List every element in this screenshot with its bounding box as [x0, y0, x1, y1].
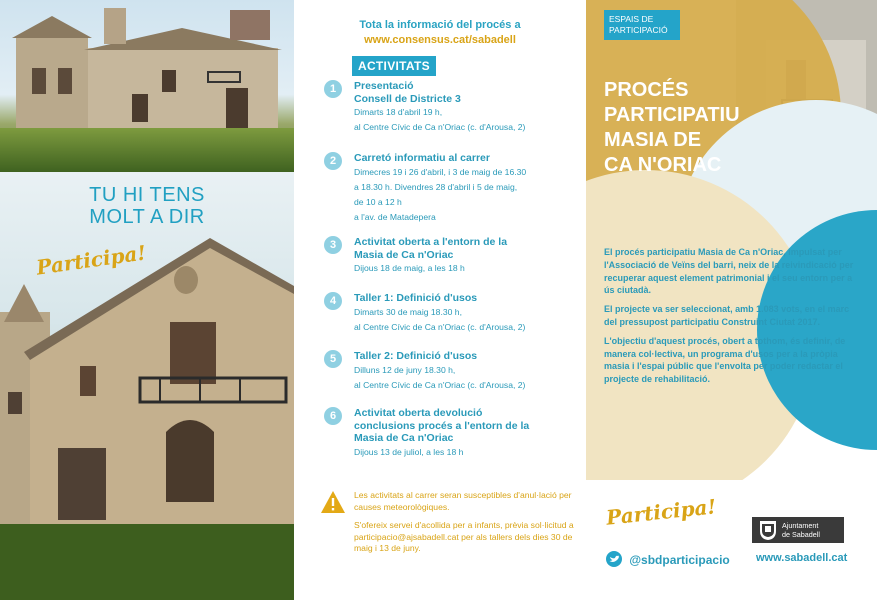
step-detail-line: Dimecres 19 i 26 d'abril, i 3 de maig de 16.30	[354, 166, 527, 177]
step-detail-line: al Centre Cívic de Ca n'Oriac (c. d'Arousa, 2)	[354, 321, 526, 332]
description-paragraph: El projecte va ser seleccionat, amb 1.083 vots, en el marc del pressupost participatiu Construint Ciutat 2017.	[604, 304, 850, 327]
espais-participacio-badge: ESPAIS DE PARTICIPACIÓ	[604, 10, 680, 40]
step-detail-line: Dimarts 30 de maig 18.30 h,	[354, 306, 462, 317]
tagline-line-2: MOLT A DIR	[89, 206, 205, 228]
step-number: 6	[324, 407, 342, 425]
ajuntament-name-line: Ajuntament	[782, 521, 819, 530]
masia-photo-bottom	[0, 172, 294, 600]
step-title-line: Carretó informatiu al carrer	[354, 152, 490, 164]
description-paragraph: El procés participatiu Masia de Ca n'Oriac, impulsat per l'Associació de Veïns del barri, neix de la reivindicació per recuperar aquest element patrimonial i el seu entorn per a ús ciutadà.	[604, 247, 854, 296]
step-detail-line: Dilluns 12 de juny 18.30 h,	[354, 364, 456, 375]
info-title: Tota la informació del procés a	[359, 19, 521, 31]
step-number: 5	[324, 350, 342, 368]
step-detail-line: al Centre Cívic de Ca n'Oriac (c. d'Arousa, 2)	[354, 122, 526, 132]
tagline	[0, 184, 294, 228]
process-description	[604, 246, 854, 392]
left-panel	[0, 0, 294, 600]
right-panel	[586, 0, 877, 600]
ajuntament-name-line: de Sabadell	[782, 530, 820, 539]
description-paragraph: L'objectiu d'aquest procés, obert a tothom, és definir, de manera col·lectiva, un programa d'usos per a la pròpia masia i l'espai públic que l'envolta per poder redactar el projecte de rehabilitació.	[604, 335, 846, 385]
process-title-line: PARTICIPATIU	[604, 104, 740, 126]
step-number: 1	[324, 80, 342, 98]
participa-slogan-right: Participa!	[605, 494, 718, 530]
masia-building-illustration	[12, 8, 284, 128]
twitter-bird-icon	[606, 551, 622, 567]
step-title-line: Consell de Districte 3	[354, 92, 461, 105]
step-detail-line: Dijous 13 de juliol, a les 18 h	[354, 446, 464, 457]
warning-text-weather: Les activitats al carrer seran susceptibles d'anul·lació per causes meteorològiques.	[354, 490, 572, 512]
step-title-line: Taller 1: Definició d'usos	[354, 292, 478, 304]
step-title-line: Masia de Ca n'Oriac	[354, 248, 454, 261]
website-link[interactable]: www.sabadell.cat	[756, 552, 848, 564]
step-title-line: Taller 2: Definició d'usos	[354, 350, 478, 362]
info-header	[294, 18, 586, 48]
twitter-handle-link[interactable]	[606, 551, 730, 568]
step-detail-line: a 18.30 h. Divendres 28 d'abril i 5 de maig,	[354, 181, 518, 192]
middle-panel	[294, 0, 586, 600]
step-detail-line: Dimarts 18 d'abril 19 h,	[354, 107, 443, 117]
coat-of-arms-icon	[758, 519, 778, 541]
step-title-line: Activitat oberta a l'entorn de la	[354, 236, 508, 248]
step-title-line: conclusions procés a l'entorn de la	[354, 419, 530, 432]
step-title-line: Activitat oberta devolució	[354, 407, 483, 419]
grass-area	[0, 128, 294, 172]
step-number: 4	[324, 292, 342, 310]
warning-text-childcare: S'ofereix servei d'acollida per a infants, prèvia sol·licitud a participacio@ajsabadell.cat per als tallers dels dies 30 de maig i 13 de juny.	[354, 520, 574, 553]
process-title-line: CA N'ORIAC	[604, 154, 722, 176]
masia-photo-top	[0, 0, 294, 172]
ajuntament-logo	[752, 517, 844, 543]
process-title	[604, 78, 804, 178]
step-detail-line: al Centre Cívic de Ca n'Oriac (c. d'Arousa, 2)	[354, 379, 526, 390]
step-number: 3	[324, 236, 342, 254]
process-title-line: MASIA DE	[604, 129, 702, 151]
step-title-line: Masia de Ca n'Oriac	[354, 432, 454, 444]
process-title-line: PROCÉS	[604, 79, 689, 101]
step-detail-line: a l'av. de Matadepera	[354, 211, 436, 222]
step-number: 2	[324, 152, 342, 170]
activities-badge: ACTIVITATS	[352, 56, 436, 76]
step-title-line: Presentació	[354, 80, 414, 92]
participa-slogan: Participa!	[34, 240, 148, 280]
tagline-line-1: TU HI TENS	[89, 184, 205, 206]
step-detail-line: Dijous 18 de maig, a les 18 h	[354, 263, 465, 273]
warning-icon	[320, 490, 346, 514]
twitter-handle: @sbdparticipacio	[629, 553, 730, 567]
step-detail-line: de 10 a 12 h	[354, 196, 402, 207]
info-url-link[interactable]: www.consensus.cat/sabadell	[364, 34, 516, 46]
